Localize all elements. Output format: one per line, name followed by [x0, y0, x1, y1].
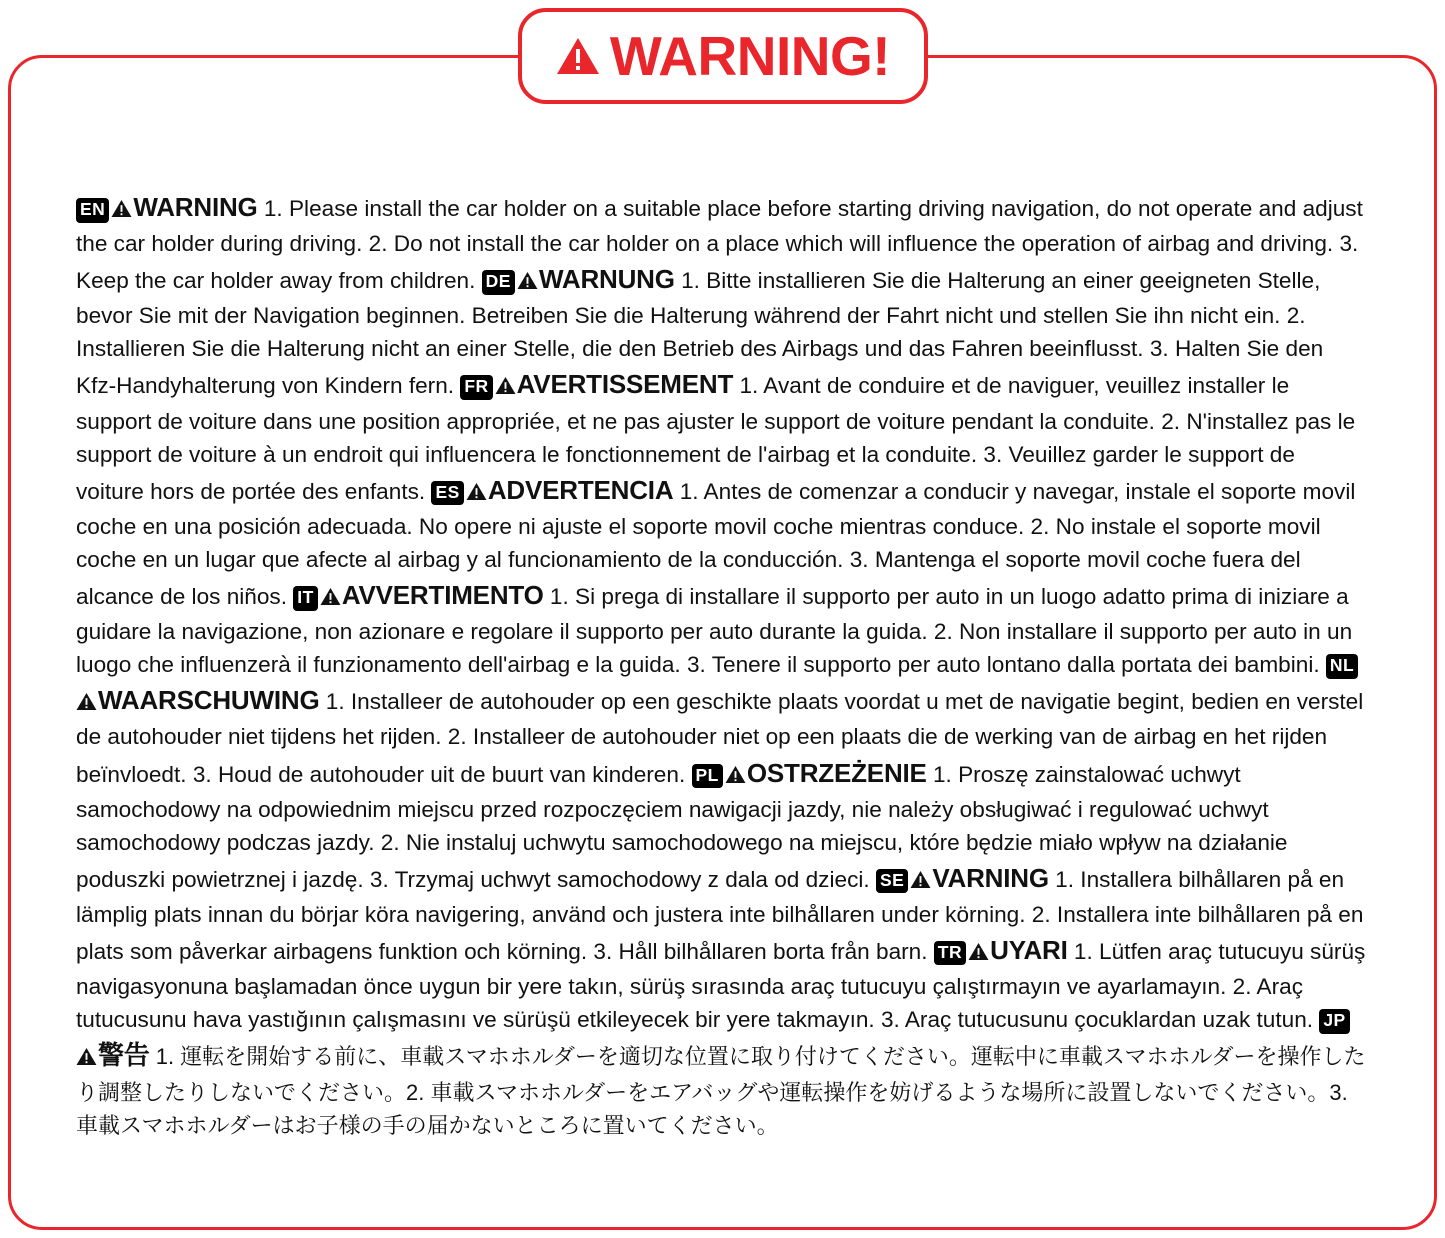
warning-triangle-icon	[725, 760, 746, 793]
warning-triangle-icon	[910, 865, 931, 898]
keyword-pl: OSTRZEŻENIE	[746, 757, 927, 788]
body-de: 1. Bitte installieren Sie die Halterung an einer geeigneten Stelle, bevor Sie mit der Navigation beginnen. Betreiben Sie die Halterung während der Fahrt nicht und stellen Sie ihn nicht ein. 2. Installieren Sie die Halterung nicht an einer Stelle, die den Betrieb des Airbags und das Fahren beeinflusst. 3. Halten Sie den Kfz-Handyhalterung von Kindern fern.	[76, 268, 1324, 399]
lang-tag-jp: JP	[1319, 1009, 1349, 1034]
lang-tag-se: SE	[876, 869, 908, 894]
warning-triangle-icon	[495, 371, 516, 404]
body-en: 1. Please install the car holder on a suitable place before starting driving navigation, do not operate and adjust the car holder during driving. 2. Do not install the car holder on a place which will influence the operation of airbag and driving. 3. Keep the car holder away from children.	[76, 196, 1363, 294]
keyword-fr: AVERTISSEMENT	[516, 369, 734, 400]
body-jp: 1. 運転を開始する前に、車載スマホホルダーを適切な位置に取り付けてください。運転中に車載スマホホルダーを操作したり調整したりしないでください。2. 車載スマホホルダーをエアバッグや運転操作を妨げるような場所に設置しないでください。3. 車載スマホホルダーはお子様の手の届かないところに置いてください。	[76, 1044, 1366, 1138]
warning-triangle-icon	[111, 194, 132, 227]
keyword-tr: UYARI	[990, 934, 1068, 965]
warning-header-badge	[518, 8, 928, 104]
lang-tag-pl: PL	[692, 764, 723, 789]
lang-tag-fr: FR	[460, 375, 492, 400]
keyword-nl: WAARSCHUWING	[98, 685, 320, 716]
body-fr: 1. Avant de conduire et de naviguer, veuillez installer le support de voiture dans une position appropriée, et ne pas ajuster le support de voiture pendant la conduite. 2. N'installez pas le support de voiture à un endroit qui influencera le fonctionnement de l'airbag et la conduite. 3. Veuillez garder le support de voiture hors de portée des enfants.	[76, 373, 1356, 504]
lang-tag-en: EN	[76, 198, 109, 223]
multilingual-warning-text	[76, 188, 1366, 1142]
body-nl: 1. Installeer de autohouder op een geschikte plaats voordat u met de navigatie begint, bedien en verstel de autohouder niet tijdens het rijden. 2. Installeer de autohouder niet op een plaats die de werking van de airbag en het rijden beïnvloedt. 3. Houd de autohouder uit de buurt van kinderen.	[76, 689, 1364, 787]
warning-triangle-icon	[968, 937, 989, 970]
body-se: 1. Installera bilhållaren på en lämplig plats innan du börjar köra navigering, använd och justera inte bilhållaren under körning. 2. Installera inte bilhållaren på en plats som påverkar airbagens funktion och körning. 3. Håll bilhållaren borta från barn.	[76, 866, 1364, 964]
keyword-es: ADVERTENCIA	[487, 474, 674, 505]
warning-triangle-icon	[517, 266, 538, 299]
lang-tag-de: DE	[482, 270, 515, 295]
keyword-de: WARNUNG	[538, 264, 675, 295]
lang-tag-it: IT	[293, 586, 318, 611]
keyword-en: WARNING	[133, 192, 258, 222]
warning-triangle-icon	[556, 36, 600, 76]
keyword-it: AVVERTIMENTO	[341, 580, 544, 611]
body-pl: 1. Proszę zainstalować uchwyt samochodowy na odpowiednim miejscu przed rozpoczęciem nawigacji jazdy, nie należy obsługiwać i regulować uchwyt samochodowy podczas jazdy. 2. Nie instaluj uchwytu samochodowego na miejscu, które będzie miało wpływ na działanie poduszki powietrznej i jazdę. 3. Trzymaj uchwyt samochodowy z dala od dzieci.	[76, 761, 1288, 892]
body-it: 1. Si prega di installare il supporto per auto in un luogo adatto prima di iniziare a guidare la navigazione, non azionare e regolare il supporto per auto durante la guida. 2. Non installare il supporto per auto in un luogo che influenzerà il funzionamento dell'airbag e la guida. 3. Tenere il supporto per auto lontano dalla portata dei bambini.	[76, 584, 1353, 678]
warning-triangle-icon	[320, 582, 341, 615]
lang-tag-es: ES	[431, 481, 463, 506]
page-title: WARNING!	[609, 24, 891, 87]
warning-triangle-icon	[76, 1043, 97, 1075]
warning-triangle-icon	[466, 477, 487, 510]
keyword-se: VARNING	[932, 862, 1049, 893]
body-tr: 1. Lütfen araç tutucuyu sürüş navigasyonuna başlamadan önce uygun bir yere takın, sürüş sırasında araç tutucuyu çalıştırmayın ve ayarlamayın. 2. Araç tutucusunu hava yastığının çalışmasını ve sürüşü etkileyecek bir yere takmayın. 3. Araç tutucusunu çocuklardan uzak tutun.	[76, 938, 1366, 1033]
lang-tag-nl: NL	[1326, 654, 1358, 679]
body-es: 1. Antes de comenzar a conducir y navegar, instale el soporte movil coche en una posición adecuada. No opere ni ajuste el soporte movil coche mientras conduce. 2. No instale el soporte movil coche en un lugar que afecte al airbag y al funcionamiento de la conducción. 3. Mantenga el soporte movil coche fuera del alcance de los niños.	[76, 478, 1356, 610]
lang-tag-tr: TR	[934, 941, 966, 966]
warning-triangle-icon	[76, 687, 97, 720]
keyword-jp: 警告	[98, 1040, 150, 1071]
